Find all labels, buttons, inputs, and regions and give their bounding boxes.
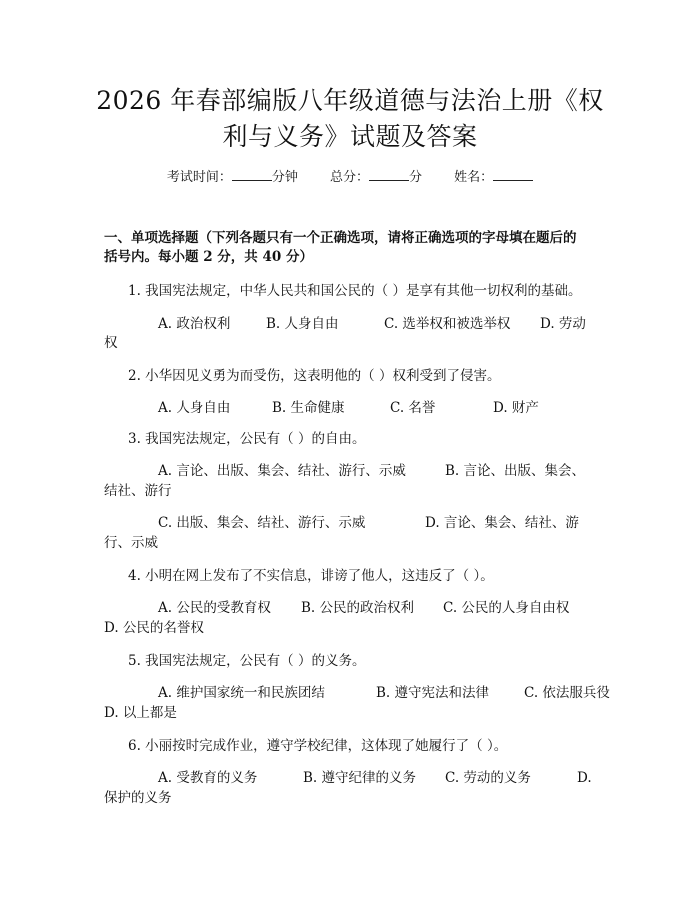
- option: C. 依法服兵役: [524, 685, 610, 701]
- section-heading: [104, 229, 604, 267]
- option: A. 人身自由: [158, 400, 231, 416]
- option-wrap: D. 以上都是: [104, 705, 177, 721]
- question-options: [158, 513, 579, 533]
- exam-name-label: 姓名：: [454, 170, 494, 185]
- exam-score-unit: 分: [409, 170, 423, 185]
- question-stem: 3. 我国宪法规定，公民有（ ）的自由。: [128, 431, 366, 447]
- option: D. 言论、集会、结社、游: [425, 515, 579, 531]
- option: A. 公民的受教育权: [158, 600, 271, 616]
- section-heading-line-2: 括号内。每小题 2 分，共 40 分）: [104, 249, 313, 265]
- exam-score-label: 总分：: [329, 170, 369, 185]
- option: B. 遵守纪律的义务: [303, 770, 417, 786]
- option: C. 名誉: [390, 400, 436, 416]
- option: C. 公民的人身自由权: [443, 600, 570, 616]
- option: B. 公民的政治权利: [301, 600, 415, 616]
- question-options: [158, 768, 592, 788]
- option: B. 言论、出版、集会、: [445, 463, 586, 479]
- page-title-line-2: 利与义务》试题及答案: [222, 122, 478, 151]
- option: A. 受教育的义务: [158, 770, 258, 786]
- question-options: [158, 598, 569, 618]
- option: C. 选举权和被选举权: [384, 316, 511, 332]
- option: A. 政治权利: [158, 316, 231, 332]
- question-options: [158, 398, 539, 418]
- question-stem: 6. 小丽按时完成作业，遵守学校纪律，这体现了她履行了（ ）。: [128, 738, 508, 754]
- question-options: [158, 683, 610, 703]
- option-wrap: 结社、游行: [104, 483, 172, 499]
- option-wrap: D. 公民的名誉权: [104, 620, 204, 636]
- question-stem: 2. 小华因见义勇为而受伤，这表明他的（ ）权利受到了侵害。: [128, 368, 501, 384]
- option: A. 言论、出版、集会、结社、游行、示威: [158, 463, 406, 479]
- exam-score-blank: [369, 168, 409, 181]
- page-title-line-1: 2026 年春部编版八年级道德与法治上册《权: [96, 86, 604, 115]
- option: D. 劳动: [540, 316, 586, 332]
- exam-score: [330, 168, 422, 188]
- exam-name: [454, 168, 533, 188]
- option-wrap: 行、示威: [104, 535, 158, 551]
- question-options: [158, 461, 585, 481]
- option: B. 生命健康: [272, 400, 345, 416]
- option: A. 维护国家统一和民族团结: [158, 685, 325, 701]
- exam-time-label: 考试时间：: [166, 170, 232, 185]
- section-heading-line-1: 一、单项选择题（下列各题只有一个正确选项，请将正确选项的字母填在题后的: [104, 230, 577, 246]
- option: B. 遵守宪法和法律: [376, 685, 490, 701]
- option: C. 劳动的义务: [445, 770, 531, 786]
- question-stem: 1. 我国宪法规定，中华人民共和国公民的（ ）是享有其他一切权利的基础。: [128, 283, 582, 299]
- exam-name-blank: [493, 168, 533, 181]
- question-options: [158, 314, 586, 334]
- option: C. 出版、集会、结社、游行、示威: [158, 515, 366, 531]
- option: D. 财产: [493, 400, 539, 416]
- question-stem: 4. 小明在网上发布了不实信息，诽谤了他人，这违反了（ ）。: [128, 568, 494, 584]
- option-wrap: 保护的义务: [104, 790, 172, 806]
- option: D.: [577, 770, 592, 786]
- exam-time: [167, 168, 298, 188]
- option-wrap: 权: [104, 335, 118, 351]
- question-stem: 5. 我国宪法规定，公民有（ ）的义务。: [128, 653, 366, 669]
- exam-time-blank: [232, 168, 272, 181]
- exam-meta: [0, 168, 700, 188]
- exam-time-unit: 分钟: [271, 170, 298, 185]
- option: B. 人身自由: [266, 316, 339, 332]
